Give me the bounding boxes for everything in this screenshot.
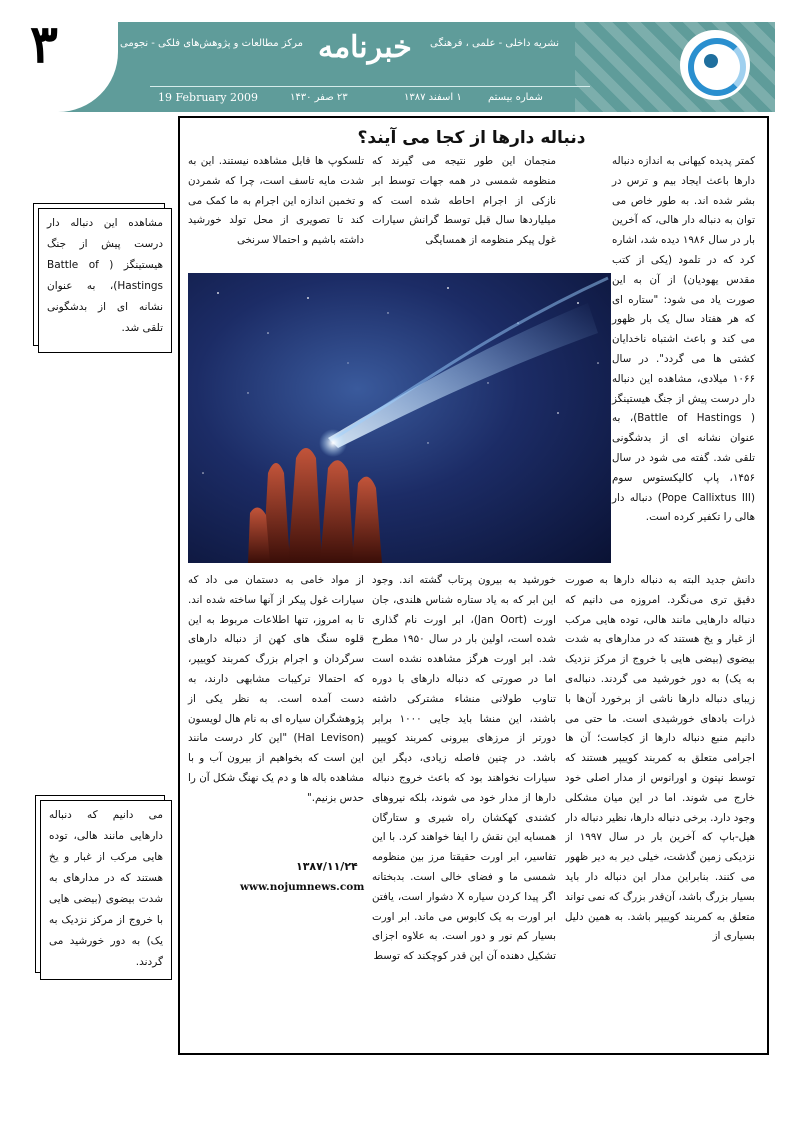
brand-title: خبرنامه xyxy=(318,30,412,65)
paragraph: خورشید به بیرون پرتاب گشته اند. وجود این ابر که به یاد ستاره شناس هلندی، جان اورت (Jan Oort)، ابر اورت نام گذاری شده است، اولین بار در سال ۱۹۵۰ مطرح شد. ابر اورت هرگز مشاهده نشده است اما در صورتی که دنباله دارهای با دوره تناوب طولانی منشاء مشترکی داشته باشند، این منشا باید جایی ۱۰۰۰ برابر دورتر از مرزهای بیرونی کمربند کوییپر باشد. در چنین فاصله زیادی، دیگر این سیارات نخواهند بود که باعث خروج دنباله دارها از مدار خود می شوند، بلکه نیروهای کشندی کهکشان راه شیری و ستارگان همسایه این نقش را ایفا خواهند کرد. با این تفاسیر، ابر اورت حقیقتا مرز بین منظومه شمسی ما و فضای خالی است. بدبختانه اگر پیدا کردن سیاره X دشوار است، یافتن ابر اورت به یک کابوس می ماند. ابر اورت بسیار کم نور و دور است. به علاوه اجزای تشکیل دهنده آن این قدر کوچکند که توسط xyxy=(372,574,556,963)
column-middle-top xyxy=(372,152,556,251)
page-number: ۳ xyxy=(30,14,58,75)
comet-head xyxy=(319,429,347,457)
paragraph: منجمان این طور نتیجه می گیرند که منظومه شمسی در همه جهات توسط ابر نازکی از اجرام احاطه شده است که میلیاردها سال قبل توسط گرانش سیارات غول پیکر منظومه از همسایگی xyxy=(372,155,556,247)
comet-tail xyxy=(328,303,598,448)
logo-icon xyxy=(688,38,746,96)
article-date: ۱۳۸۷/۱۱/۲۴ xyxy=(296,860,358,873)
column-right-bottom xyxy=(565,571,755,1051)
header-divider xyxy=(150,86,590,87)
column-left-bottom xyxy=(188,571,364,809)
rock-spires xyxy=(248,448,382,563)
logo-center-icon xyxy=(704,54,718,68)
column-right-top xyxy=(612,152,755,528)
date-hijri: ۲۳ صفر ۱۴۳۰ xyxy=(290,92,348,103)
source-url: www.nojumnews.com xyxy=(240,881,365,893)
comet-photo xyxy=(188,273,611,563)
column-middle-bottom xyxy=(372,571,556,1051)
paragraph: کمتر پدیده کیهانی به اندازه دنباله دارها باعث ایجاد بیم و ترس در بشر شده اند. به طور خاص می توان به دنباله دار هالی، که آخرین بار در سال ۱۹۸۶ دیده شد، اشاره کرد که در تلمود (یکی از کتب مقدس یهودیان) از آن به این صورت یاد می شود: "ستاره ای که هر هفتاد سال یک بار ظهور می کند و باعث اشتباه ناخدایان کشتی ها می گردد". در سال ۱۰۶۶ میلادی، مشاهده این دنباله دار درست پیش از جنگ هیستینگز ( Battle of Hastings)، به عنوان نشانه ای از بدشگونی تلقی شد. گفته می شود در سال ۱۴۵۶، پاپ کالیکستوس سوم (Pope Callixtus III) دنباله دار هالی را تکفیر کرده است. xyxy=(612,155,756,524)
date-shamsi: ۱ اسفند ۱۳۸۷ xyxy=(404,92,462,103)
pull-quote-bottom xyxy=(40,800,172,980)
star-field xyxy=(202,287,599,474)
article-title: دنباله دارها از کجا می آیند؟ xyxy=(357,128,586,148)
pull-quote-text: مشاهده این دنباله دار درست پیش از جنگ هیستینگز ( Battle of Hastings)، به عنوان نشانه ای از بدشگونی تلقی شد. xyxy=(47,217,163,334)
column-left-top xyxy=(188,152,364,251)
paragraph: تلسکوپ ها قابل مشاهده نیستند. این به شدت مایه تاسف است، چرا که شمردن و تخمین اندازه این اجرام به ما کمک می کند تا تصویری از محل تولد خورشید داشته باشیم و احتمالا سرنخی xyxy=(188,155,364,247)
pull-quote-top xyxy=(38,208,172,353)
date-gregorian: 19 February 2009 xyxy=(158,91,258,104)
pull-quote-text: می دانیم که دنباله دارهایی مانند هالی، توده هایی مرکب از غبار و یخ هستند که در مدارهای به شدت بیضوی (بیضی هایی با خروج از مرکز نزدیک به یک) به دور خورشید می گردند. xyxy=(49,809,163,968)
comet-illustration xyxy=(188,273,611,563)
paragraph: دانش جدید البته به دنباله دارها به صورت دقیق تری می‌نگرد. امروزه می دانیم که دنباله دارهایی مانند هالی، توده هایی مرکب از غبار و یخ هستند که در مدارهای به شدت بیضوی (بیضی هایی با خروج از مرکز نزدیک به یک) به دور خورشید می گردند. دنباله‌ی زیبای دنباله دارها ناشی از برخورد آن‌ها با ذرات بادهای خورشیدی است. ما حتی می دانیم منبع دنباله دارها از کجاست؛ آن ها اجرامی متعلق به کمربند کوییپر هستند که توسط نپتون و اورانوس از مدار اصلی خود خارج می شوند. اما در این میان مشکلی وجود دارد. برخی دنباله دارها، نظیر دنباله دار هیل-باپ که آخرین بار در سال ۱۹۹۷ از نزدیکی زمین گذشت، خیلی دیر به دیر ظهور می کنند. بنابراین مدار این دنباله دار باید بسیار بزرگ باشد، آن‌قدر بزرگ که نمی تواند متعلق به کمربند کوییپر باشد. به همین دلیل بسیاری از xyxy=(565,574,755,943)
header-subtitle-right: نشریه داخلی - علمی ، فرهنگی xyxy=(430,38,559,49)
header-subtitle-left: مرکز مطالعات و پژوهش‌های فلکی - نجومی xyxy=(120,38,303,49)
paragraph: از مواد خامی به دستمان می داد که سیارات غول پیکر از آنها ساخته شده اند. تا به امروز، تنها اطلاعات مربوط به این قلوه سنگ های کهن از دنباله دارهای سرگردان و اجرام بزرگ کمربند کوییپر، که احتمالا ترکیبات مشابهی دارند، به دست آمده است. به نظر یکی از پژوهشگران سیاره ای به نام هال لویسون (Hal Levison) "این کار درست مانند این است که بخواهیم از بیرون آب و با مشاهده باله ها و دم یک نهنگ شکل آن را حدس بزنیم." xyxy=(188,574,364,804)
issue-number: شماره بیستم xyxy=(488,92,543,103)
